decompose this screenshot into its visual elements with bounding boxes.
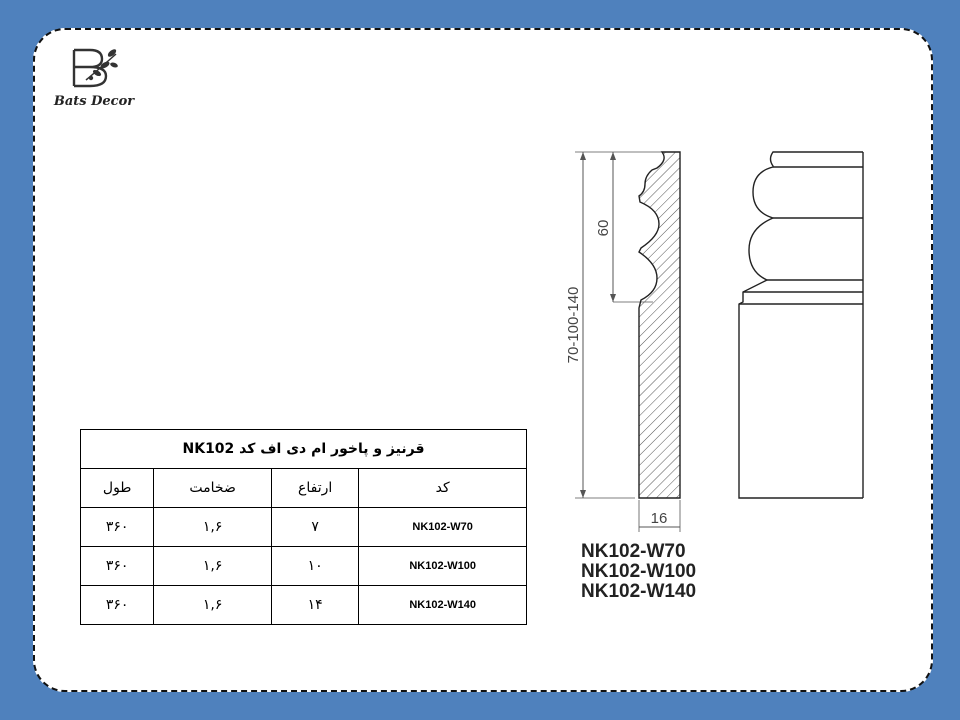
front-elevation xyxy=(739,152,863,498)
dimension-profile-height xyxy=(595,152,653,302)
model-code: NK102-W140 xyxy=(581,581,697,602)
model-code: NK102-W100 xyxy=(581,561,697,582)
dimension-total-label: 70-100-140 xyxy=(565,286,582,364)
cell-length: ۳۶۰ xyxy=(81,547,154,586)
cell-code: NK102-W100 xyxy=(359,547,527,586)
content-card xyxy=(33,28,933,692)
cell-code: NK102-W140 xyxy=(359,586,527,625)
cell-thickness: ۱,۶ xyxy=(154,547,272,586)
cell-length: ۳۶۰ xyxy=(81,508,154,547)
dimension-profile-label: 60 xyxy=(595,219,612,237)
cell-thickness: ۱,۶ xyxy=(154,586,272,625)
dimension-thickness-label: 16 xyxy=(650,510,668,527)
dimension-thickness xyxy=(639,500,680,532)
cell-length: ۳۶۰ xyxy=(81,586,154,625)
header-code: کد xyxy=(359,469,527,508)
technical-drawing xyxy=(35,30,933,692)
header-height: ارتفاع xyxy=(271,469,358,508)
model-code: NK102-W70 xyxy=(581,541,686,562)
cell-thickness: ۱,۶ xyxy=(154,508,272,547)
cell-height: ۱۴ xyxy=(271,586,358,625)
header-length: طول xyxy=(81,469,154,508)
model-code-list xyxy=(581,542,696,602)
brand-name: Bats Decor xyxy=(53,94,135,109)
cell-height: ۱۰ xyxy=(271,547,358,586)
table-title: قرنیز و پاخور ام دی اف کد NK102 xyxy=(81,430,527,469)
profile-section xyxy=(639,152,680,498)
cell-height: ۷ xyxy=(271,508,358,547)
cell-code: NK102-W70 xyxy=(359,508,527,547)
header-thickness: ضخامت xyxy=(154,469,272,508)
